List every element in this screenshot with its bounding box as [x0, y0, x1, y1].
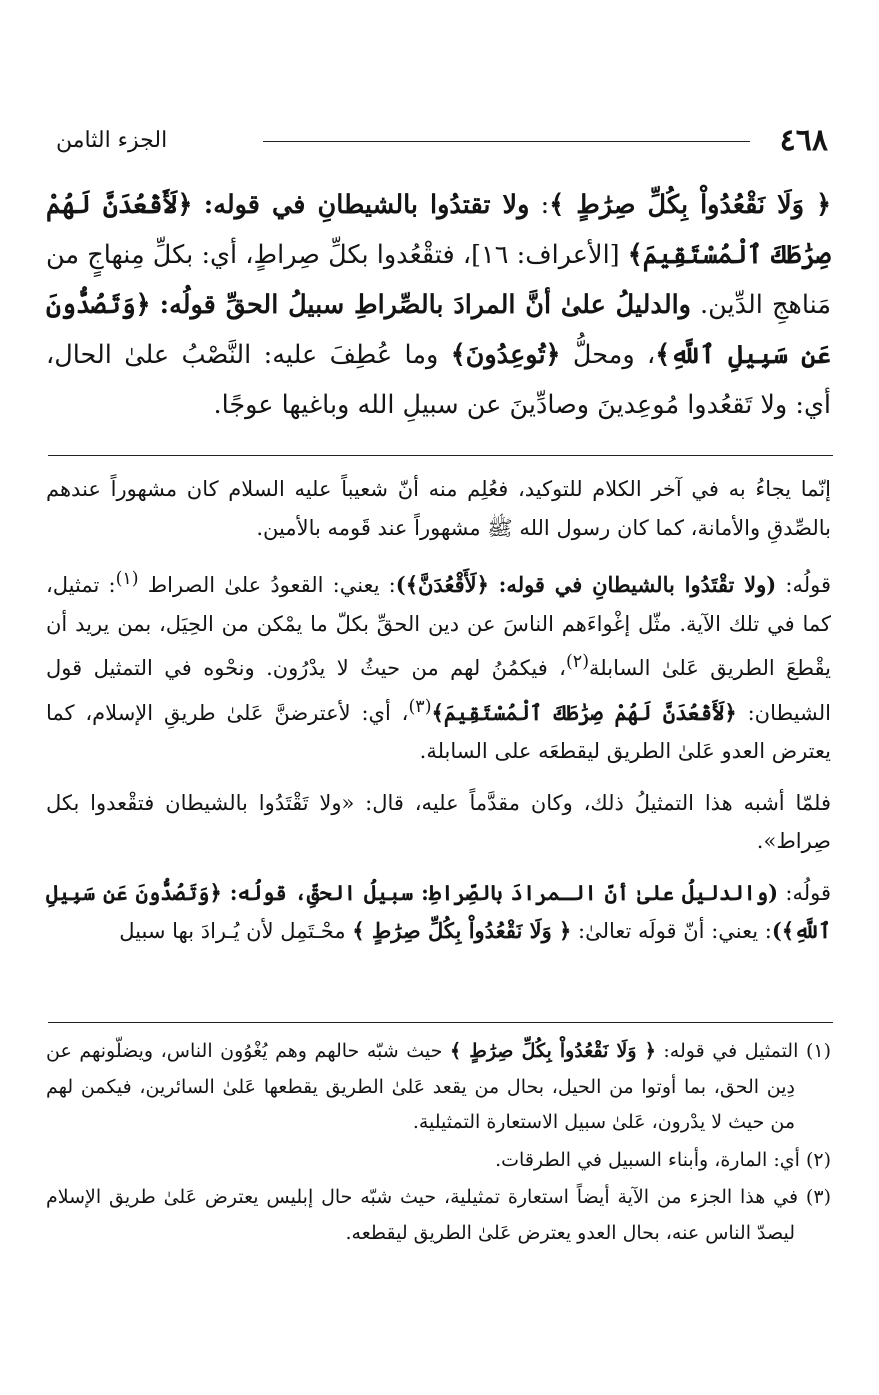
- text-run: [الأعراف: ١٦]، فتقْعُدوا بكلِّ صِراطٍ، أي: بكلِّ مِنهاجٍ من مَناهجِ الدِّين.: [46, 240, 831, 320]
- text-run: : يعني: القعودُ علىٰ الصراط: [138, 573, 396, 597]
- text-run: [193, 190, 204, 220]
- quran-verse: ﴿تُوعِدُونَ﴾: [450, 340, 561, 370]
- footnote-ref: (١): [115, 569, 139, 589]
- text-run: محْـتَمِل لأن يُـرادَ بها سبيل: [119, 919, 353, 943]
- main-paragraph: [46, 180, 831, 430]
- text-run: : يعني: أنّ قولَه تعالىٰ:: [571, 919, 772, 943]
- commentary: [46, 470, 831, 951]
- text-run: [151, 290, 160, 320]
- quran-verse: ﴿ وَلَا نَقْعُدُواْ بِكُلِّ صِرَٰطٍ ﴾: [352, 918, 572, 943]
- quran-verse: ﴿وَتَصُدُّونَ عَن سَبِيلِ ٱللَّهِ﴾: [46, 290, 832, 370]
- commentary-paragraph: إنّما يجاءُ به في آخر الكلام للتوكيد، فعُلِم منه أنّ شعيباً عليه السلام كان مشهوراً عندهم بالصِّدقِ والأمانة، كما كان رسول الله ﷺ مشهوراً عند قَومه بالأمين.: [46, 477, 831, 540]
- commentary-paragraph: فلمّا أشبه هذا التمثيلُ ذلك، وكان مقدَّماً عليه، قال: «ولا تَقْتَدُوا بالشيطان فتقْعدوا بكل صِراط».: [46, 790, 831, 853]
- quran-verse: ﴿وَتَصُدُّونَ عَن سَبِيلِ ٱللَّهِ﴾: [46, 879, 831, 943]
- quran-verse: ﴿ وَلَا نَقْعُدُواْ بِكُلِّ صِرَٰطٍ ﴾: [549, 190, 832, 220]
- footnote-ref: (٢): [565, 652, 590, 672]
- footnote-ref: (٣): [408, 696, 432, 717]
- text-run: حيث شبّه حالهم وهم يُغْوُون الناس، ويضلّونهم عن دِين الحق، بما أوتوا من الحيل، بحال من يقعد عَلىٰ الطريق يقطعها عَلىٰ السائرين، فيكمن لهم من حيث لا يدْرون، عَلىٰ سبيل الاستعارة التمثيلية.: [46, 1040, 795, 1133]
- bold-text: والدليلُ علىٰ أنَّ المرادَ بالصِّراطِ سبيلُ الحقِّ قولُه:: [159, 290, 691, 320]
- commentary-paragraph: [46, 874, 831, 951]
- section-divider: [48, 455, 833, 456]
- bold-text: ولا تقتدُوا بالشيطانِ في قوله:: [203, 190, 530, 220]
- quran-verse: ﴿لَأَقْعُدَنَّ لَهُمْ صِرَٰطَكَ ٱلْمُسْتَقِيمَ﴾: [431, 699, 737, 725]
- quran-verse: ﴿لَأَقْعُدَنَّ لَهُمْ صِرَٰطَكَ ٱلْمُسْتَقِيمَ﴾: [46, 190, 831, 270]
- footnote-divider: [48, 1022, 833, 1023]
- header-rule: [263, 141, 750, 142]
- text-run: (١) التمثيل في قوله:: [655, 1040, 831, 1062]
- footnote: [46, 1034, 831, 1141]
- running-title: الجزء الثامن: [56, 128, 168, 153]
- bold-text: (والدليلُ علىٰ أنّ الـمرادَ بالصِّراطِ: سبيلُ الحقِّ، قولُه:: [221, 879, 779, 905]
- commentary-paragraph: [46, 560, 831, 771]
- text-run: : تمثيل، كما في تلك الآية. مثّل إغْواءَهم الناسَ عن دين الحقِّ بكلّ ما يمْكن من الحِيَل، بمن يريد أن يقْطعَ الطريق عَلىٰ السابلة: [46, 573, 831, 680]
- text-run: قولُه:: [776, 573, 832, 597]
- text-run: قولُه:: [778, 880, 832, 905]
- main-text: [46, 180, 831, 430]
- text-run: :: [529, 190, 550, 220]
- quran-verse: ﴿ وَلَا نَقْعُدُواْ بِكُلِّ صِرَٰطٍ ﴾: [449, 1040, 656, 1062]
- footnote: (٣) في هذا الجزء من الآية أيضاً استعارة تمثيلية، حيث شبّه حال إبليس يعترض عَلىٰ طريق الإسلام ليصدّ الناس عنه، بحال العدو يعترض عَلىٰ الطريق ليقطعه.: [46, 1186, 831, 1244]
- bold-text: ): [771, 918, 782, 943]
- text-run: ، فيكمُنُ لهم من حيثُ لا يدْرُون. ونحْوه في التمثيل قول الشيطان:: [46, 656, 832, 725]
- page-number: ٤٦٨: [779, 123, 828, 158]
- text-run: ، أي: لأعترضنَّ عَلىٰ طريقِ الإسلام، كما يعترض العدو عَلىٰ الطريق ليقطعَه على السابلة.: [46, 700, 831, 763]
- footnotes: [46, 1034, 831, 1253]
- text-run: وما عُطِفَ عليه: النَّصْبُ علىٰ الحال، أي: ولا تَقعُدوا مُوعِدينَ وصادِّينَ عن سبيلِ الله وباغيها عوجًا.: [46, 340, 831, 420]
- running-header: [48, 118, 828, 164]
- bold-text: (ولا تقْتَدُوا بالشيطانِ في قوله: ﴿لَأَقْعُدَنَّ﴾): [395, 572, 777, 597]
- text-run: ، ومحلُّ: [560, 340, 656, 370]
- footnote: (٢) أي: المارة، وأبناء السبيل في الطرقات.: [495, 1148, 831, 1171]
